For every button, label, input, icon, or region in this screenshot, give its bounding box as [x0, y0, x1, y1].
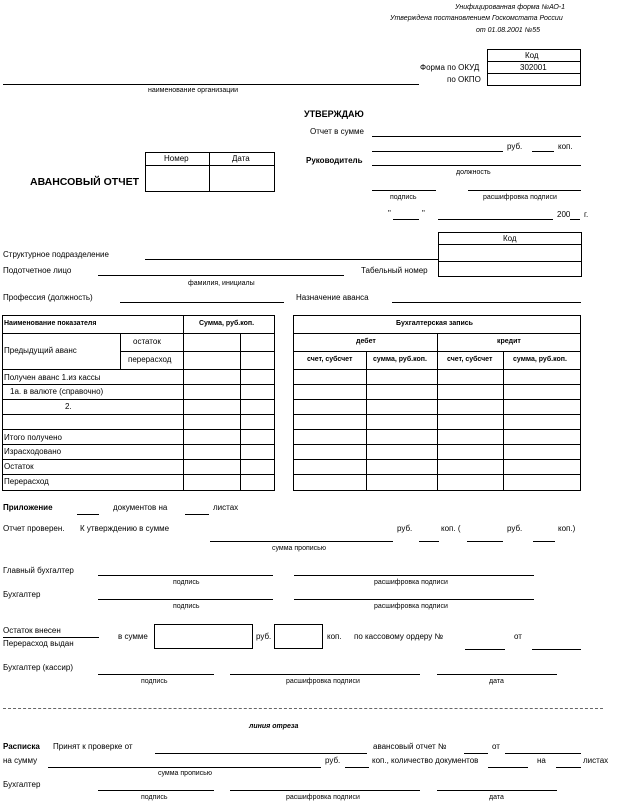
okpo-label: по ОКПО [447, 75, 481, 84]
overspend-label: перерасход [128, 355, 172, 364]
receipt-decode-caption: расшифровка подписи [286, 794, 360, 801]
accountant-decode-line[interactable] [294, 599, 534, 600]
cashier-date-caption: дата [489, 678, 504, 685]
approval-sum-words-line[interactable] [210, 541, 393, 542]
approval-rub2-label: руб. [507, 524, 523, 533]
okud-value[interactable]: 302001 [520, 63, 547, 72]
receipt-sheets-line[interactable] [556, 767, 581, 768]
signature-caption: подпись [390, 194, 417, 201]
amount-kop-box[interactable] [274, 624, 323, 649]
kod-header: Код [525, 51, 539, 60]
tab-number-label: Табельный номер [361, 266, 428, 275]
checked-label: Отчет проверен. [3, 524, 65, 533]
report-sum-label: Отчет в сумме [310, 127, 364, 136]
receipt-kop-line[interactable] [345, 767, 369, 768]
cash-order-date-line[interactable] [532, 649, 581, 650]
received-cash-label: Получен аванс 1.из кассы [4, 373, 101, 382]
approve-month-line[interactable] [438, 219, 553, 220]
approve-title: УТВЕРЖДАЮ [304, 109, 364, 119]
purpose-label: Назначение аванса [296, 293, 369, 302]
approval-kop-digits-line[interactable] [533, 541, 555, 542]
cut-line-label: линия отреза [249, 723, 299, 730]
receipt-accountant-label: Бухгалтер [3, 780, 41, 789]
receipt-sum-line[interactable] [48, 767, 321, 768]
debit-account-header: счет, субсчет [307, 356, 353, 363]
for-sum-label: на сумму [3, 756, 38, 765]
number-header: Номер [164, 154, 189, 163]
receipt-signature-caption: подпись [141, 794, 168, 801]
approval-rub-digits-line[interactable] [467, 541, 503, 542]
receipt-kop-docs-label: коп., количество документов [372, 756, 479, 765]
struct-unit-line[interactable] [145, 259, 438, 260]
accountant-decode-caption: расшифровка подписи [374, 603, 448, 610]
date-header: Дата [232, 154, 250, 163]
overspend-paid-label: Перерасход выдан [3, 639, 74, 648]
head-position-line[interactable] [372, 165, 581, 166]
fio-caption: фамилия, инициалы [188, 280, 255, 287]
cashier-decode-caption: расшифровка подписи [286, 678, 360, 685]
kop-label: коп. [558, 142, 573, 151]
cut-line [3, 708, 603, 709]
accountant-signature-caption: подпись [173, 603, 200, 610]
quote-open: " [388, 209, 391, 218]
accountable-person-line[interactable] [98, 275, 344, 276]
appendix-count-line[interactable] [77, 514, 99, 515]
col-sum-header: Сумма, руб.коп. [199, 320, 255, 327]
approval-kop-open-label: коп. ( [441, 524, 461, 533]
total-received-label: Итого получено [4, 433, 62, 442]
amount-kop-label: коп. [327, 632, 342, 641]
receipt-decode-line[interactable] [230, 790, 420, 791]
accepted-label: Принят к проверке от [53, 742, 133, 751]
approved-by-label: Утверждена постановлением Госкомстата России [390, 15, 563, 22]
report-title: АВАНСОВЫЙ ОТЧЕТ [30, 176, 139, 188]
kop-line[interactable] [532, 151, 554, 152]
receipt-rub-label: руб. [325, 756, 341, 765]
amount-rub-box[interactable] [154, 624, 253, 649]
advance-report-number-line[interactable] [464, 753, 488, 754]
accounting-entry-title: Бухгалтерская запись [396, 320, 473, 327]
approval-rub-label: руб. [397, 524, 413, 533]
kod-box-header: Код [503, 234, 517, 243]
accepted-from-line[interactable] [155, 753, 367, 754]
cashier-label: Бухгалтер (кассир) [3, 663, 73, 672]
credit-account-header: счет, субсчет [447, 356, 493, 363]
head-signature-decode-line[interactable] [468, 190, 581, 191]
amount-rub-label: руб. [256, 632, 272, 641]
profession-label: Профессия (должность) [3, 293, 93, 302]
receipt-label: Расписка [3, 742, 40, 751]
chief-signature-caption: подпись [173, 579, 200, 586]
approval-kop-line[interactable] [419, 541, 439, 542]
receipt-date-sign-line[interactable] [437, 790, 557, 791]
col-name-header: Наименование показателя [4, 320, 97, 327]
head-signature-line[interactable] [372, 190, 436, 191]
org-name-line[interactable] [3, 84, 419, 85]
chief-accountant-signature-line[interactable] [98, 575, 273, 576]
position-caption: должность [456, 169, 491, 176]
approve-day-line[interactable] [393, 219, 419, 220]
receipt-from-label: от [492, 742, 500, 751]
cashier-signature-line[interactable] [98, 674, 214, 675]
rub-label: руб. [507, 142, 523, 151]
report-sum-words-line[interactable] [372, 151, 503, 152]
chief-decode-caption: расшифровка подписи [374, 579, 448, 586]
accountant-label: Бухгалтер [3, 590, 41, 599]
sheets-label: листах [213, 503, 239, 512]
receipt-signature-line[interactable] [98, 790, 214, 791]
appendix-sheets-line[interactable] [185, 514, 209, 515]
cash-order-from-label: от [514, 632, 522, 641]
chief-accountant-label: Главный бухгалтер [3, 566, 74, 575]
item2-label: 2. [65, 402, 72, 411]
year-line[interactable] [570, 219, 580, 220]
cash-order-label: по кассовому ордеру № [354, 632, 444, 641]
receipt-date-caption: дата [489, 794, 504, 801]
documents-on-label: документов на [113, 503, 168, 512]
purpose-line[interactable] [392, 302, 581, 303]
receipt-sheets-label: листах [583, 756, 609, 765]
prev-advance-label: Предыдущий аванс [4, 346, 77, 355]
appendix-label: Приложение [3, 503, 53, 512]
approval-kop-close-label: коп.) [558, 524, 576, 533]
profession-line[interactable] [120, 302, 284, 303]
cash-order-number-line[interactable] [465, 649, 505, 650]
sum-words-caption: сумма прописью [272, 545, 327, 552]
okud-label: Форма по ОКУД [420, 63, 480, 72]
debit-header: дебет [356, 338, 376, 345]
cashier-date-line[interactable] [437, 674, 557, 675]
accountant-signature-line[interactable] [98, 599, 273, 600]
credit-header: кредит [497, 338, 521, 345]
org-name-caption: наименование организации [148, 87, 239, 94]
spent-label: Израсходовано [4, 447, 62, 456]
overspending-label: Перерасход [4, 477, 49, 486]
in-sum-label: в сумме [118, 632, 148, 641]
remainder-paid-label: Остаток внесен [3, 626, 61, 635]
accountable-person-label: Подотчетное лицо [3, 266, 72, 275]
balance-label: Остаток [4, 462, 34, 471]
cashier-signature-caption: подпись [141, 678, 168, 685]
year-g-label: г. [584, 210, 589, 219]
unified-form-label: Унифицированная форма №АО-1 [455, 4, 566, 11]
credit-sum-header: сумма, руб.коп. [513, 356, 567, 363]
receipt-sum-words-caption: сумма прописью [158, 770, 213, 777]
remainder-label: остаток [133, 337, 161, 346]
signature-decode-caption: расшифровка подписи [483, 194, 557, 201]
approved-date-label: от 01.08.2001 №55 [476, 27, 541, 34]
cashier-decode-line[interactable] [230, 674, 420, 675]
advance-report-no-label: авансовый отчет № [373, 742, 447, 751]
struct-unit-label: Структурное подразделение [3, 250, 109, 259]
head-label: Руководитель [306, 156, 363, 165]
for-approval-label: К утверждению в сумме [80, 524, 170, 533]
chief-accountant-decode-line[interactable] [294, 575, 534, 576]
receipt-on-label: на [537, 756, 546, 765]
in-currency-label: 1а. в валюте (справочно) [10, 387, 104, 396]
year-label: 200 [557, 210, 571, 219]
receipt-docs-count-line[interactable] [488, 767, 528, 768]
report-sum-line[interactable] [372, 136, 581, 137]
quote-close: " [422, 209, 425, 218]
receipt-date-line[interactable] [505, 753, 581, 754]
debit-sum-header: сумма, руб.коп. [373, 356, 427, 363]
